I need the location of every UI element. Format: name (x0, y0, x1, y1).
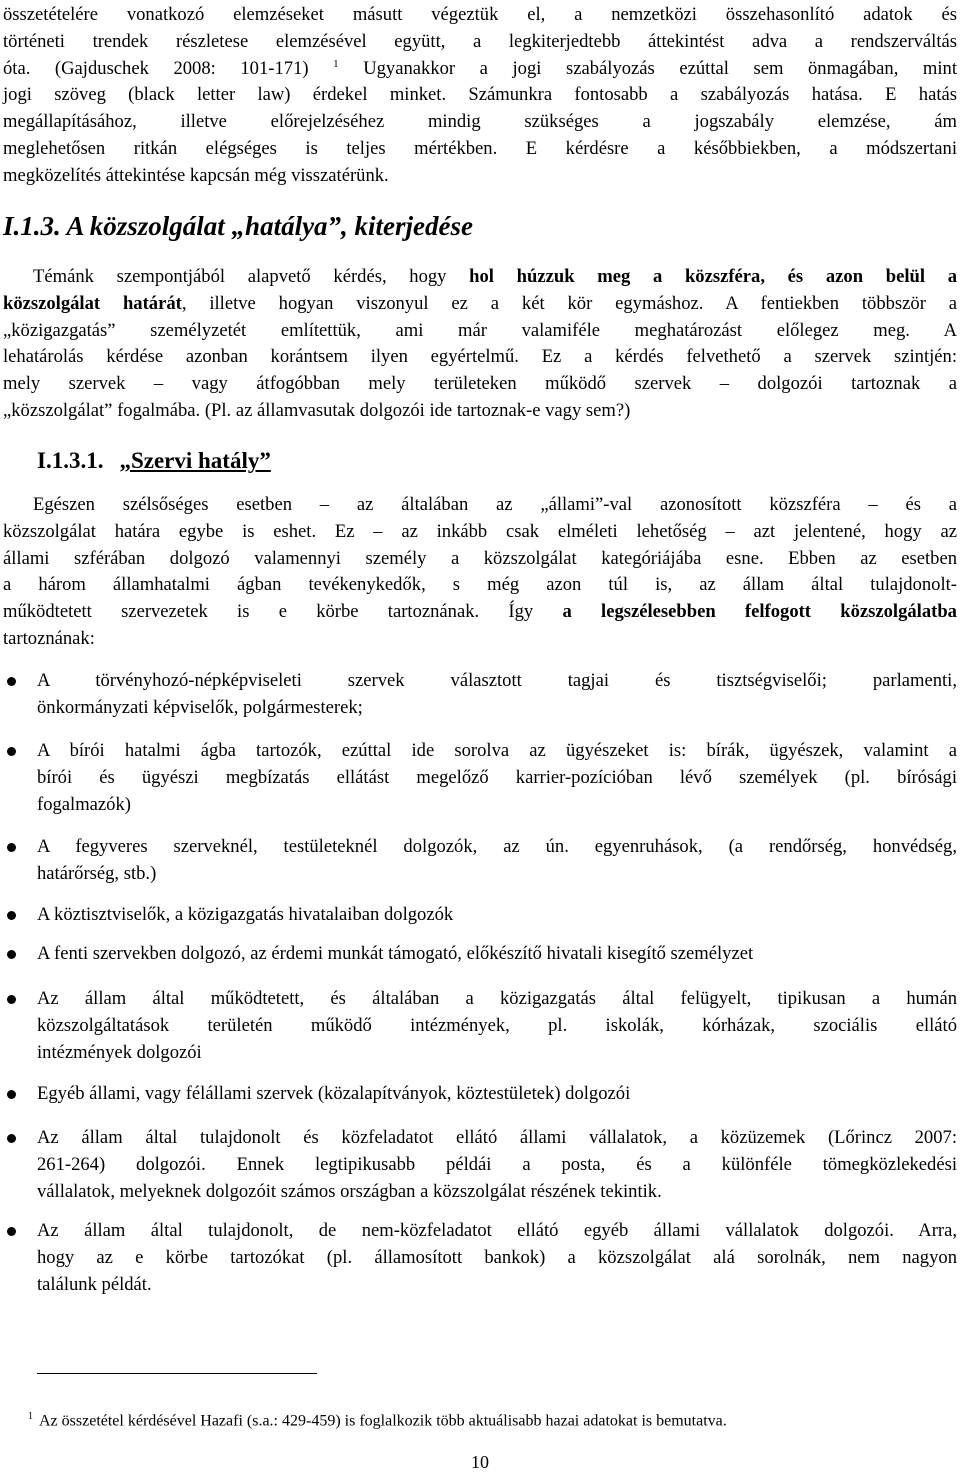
text-line: óta. (Gajduschek 2008: 101-171) $^1$ Ugyanakkor a jogi szabályozás ezúttal sem önmagában, mint (3, 57, 958, 79)
bullet-icon (7, 747, 16, 756)
footnote-divider (37, 1373, 317, 1374)
text-line: Témánk szempontjából alapvető kérdés, hogy hol húzzuk meg a közszféra, és azon belül a (33, 266, 957, 287)
list-item: Egyéb állami, vagy félállami szervek (közalapítványok, köztestületek) dolgozói (37, 1081, 957, 1108)
text-line: közszolgálat határa egybe is eshet. Ez – az inkább csak elméleti lehetőség – azt jelentené, hogy az (3, 520, 957, 542)
bullet-icon (7, 950, 16, 959)
text-line: történeti trendek részletese elemzésével együtt, a legkiterjedtebb áttekintést adva a rendszerváltás (3, 30, 957, 52)
list-item: Az állam által tulajdonolt és közfeladatot ellátó állami vállalatok, a közüzemek (Lőrincz 2007: 261-264) dolgozói. Ennek legtipikusabb példái a posta, és a különféle tömegközlekedési vállalatok, melyeknek dolgozóit számos országban a közszolgálat részének tekintik. (37, 1125, 957, 1205)
list-item: A bírói hatalmi ágba tartozók, ezúttal ide sorolva az ügyészeket is: bírák, ügyészek, valamint a bírói és ügyészi megbízatás ellátást megelőző karrier-pozícióban lévő személyek (pl. bírósági fogalmazók) (37, 738, 957, 818)
text-line: lehatárolás kérdése azonban korántsem ilyen egyértelmű. Ez a kérdés felvethető a szervek szintjén: (3, 346, 957, 368)
footnote-ref[interactable]: 1 (333, 57, 339, 70)
subsection-heading (37, 448, 271, 474)
text-line: „közszolgálat” fogalmába. (Pl. az államvasutak dolgozói ide tartoznak-e vagy sem?) (3, 399, 631, 421)
text-line: állami szférában dolgozó valamennyi személy a közszolgálat kategóriájába esne. Ebben az esetben (3, 547, 957, 569)
page-number: 10 (471, 1452, 489, 1472)
list-item: Az állam által működtetett, és általában a közigazgatás által felügyelt, tipikusan a humán közszolgáltatások területén működő intézmények, pl. iskolák, kórházak, szociális ellátó intézmények dolgozói (37, 986, 957, 1066)
text-line: mely szervek – vagy átfogóbban mely területeken működő szervek – dolgozói tartoznak a (3, 373, 957, 395)
paragraph-organ-scope (3, 492, 957, 653)
paragraph-intro (3, 2, 957, 190)
subsection-title: „Szervi hatály” (119, 448, 271, 473)
text-line: megállapításához, illetve előrejelzéséhez mindig szükséges a jogszabály elemzése, ám (3, 111, 957, 133)
list-item: A törvényhozó-népképviseleti szervek választott tagjai és tisztségviselői; parlamenti, önkormányzati képviselők, polgármesterek; (37, 668, 957, 722)
list-item: Az állam által tulajdonolt, de nem-közfeladatot ellátó egyéb állami vállalatok dolgozói. Arra, hogy az e körbe tartozókat (pl. államosított bankok) a közszolgálat alá sorolnák, nem nagyon találunk példát. (37, 1218, 957, 1298)
list-item: A fegyveres szerveknél, testületeknél dolgozók, az ún. egyenruhások, (a rendőrség, honvédség, határőrség, stb.) (37, 834, 957, 888)
list-item: A köztisztviselők, a közigazgatás hivatalaiban dolgozók (37, 902, 957, 929)
text-line: Egészen szélsőséges esetben – az általában az „állami”-val azonosított közszféra – és a (33, 494, 957, 515)
text-line: közszolgálat határát, illetve hogyan viszonyul ez a két kör egymáshoz. A fentiekben többször a (3, 292, 958, 314)
text-line: működtetett szervezetek is e körbe tartoznának. Így a legszélesebben felfogott közszolgálatba (3, 601, 957, 623)
footnote-mark: 1 (28, 1411, 33, 1422)
text-line: meglehetősen ritkán elégséges is teljes mértékben. E kérdésre a későbbiekben, a módszertani (3, 137, 957, 159)
bullet-icon (7, 1134, 16, 1143)
text-line: összetételére vonatkozó elemzéseket másutt végeztük el, a nemzetközi összehasonlító adatok és (3, 4, 957, 25)
subsection-number: I.1.3.1. (37, 448, 104, 473)
footnote (28, 1411, 727, 1430)
bullet-icon (7, 995, 16, 1004)
paragraph-scope (3, 264, 957, 425)
text-line: megközelítés áttekintése kapcsán még visszatérünk. (3, 164, 389, 186)
text-line: „közigazgatás” személyzetét említettük, ami már valamiféle meghatározást előlegez meg. A (3, 319, 957, 341)
text-line: jogi szöveg (black letter law) érdekel minket. Számunkra fontosabb a szabályozás hatása. E hatás (3, 84, 957, 106)
footnote-text: Az összetétel kérdésével Hazafi (s.a.: 429-459) is foglalkozik több aktuálisabb hazai adatokat is bemutatva. (39, 1412, 727, 1430)
bullet-icon (7, 677, 16, 686)
list-item: A fenti szervekben dolgozó, az érdemi munkát támogató, előkészítő hivatali kisegítő személyzet (37, 941, 957, 968)
bullet-icon (7, 1227, 16, 1236)
section-heading: I.1.3. A közszolgálat „hatálya”, kiterjedése (3, 211, 474, 241)
text-line: a három államhatalmi ágban tevékenykedők, s még azon túl is, az állam által tulajdonolt- (3, 574, 957, 596)
bullet-icon (7, 843, 16, 852)
bullet-icon (7, 1090, 16, 1099)
bullet-icon (7, 911, 16, 920)
text-line: tartoznának: (3, 627, 95, 649)
